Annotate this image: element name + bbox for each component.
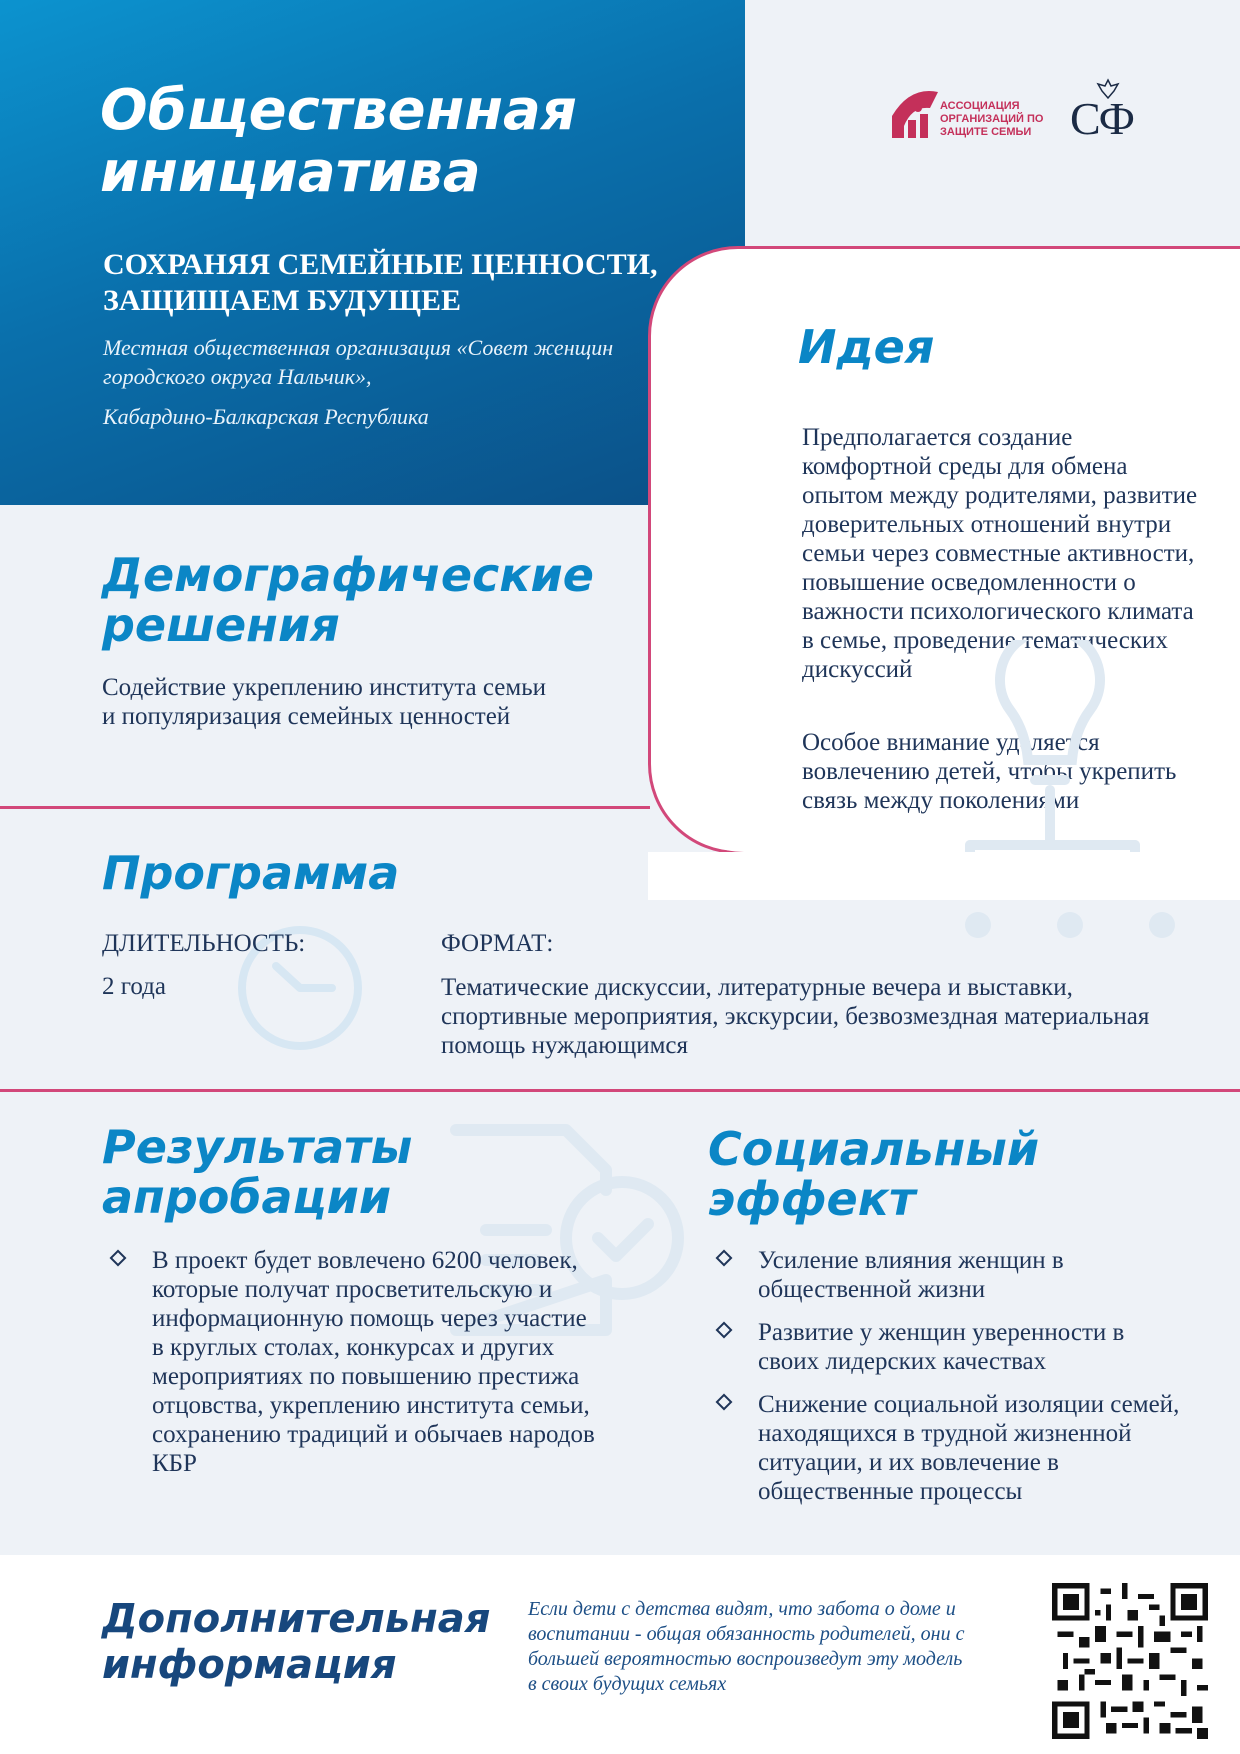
divider-line (0, 806, 650, 809)
region-name: Кабардино-Балкарская Республика (103, 404, 429, 429)
results-list (104, 1246, 604, 1492)
idea-title: Идея (798, 320, 935, 374)
additional-info-title: Дополнительная информация (102, 1596, 491, 1688)
divider-line (0, 1089, 1240, 1092)
list-item (710, 1246, 1190, 1304)
qr-code[interactable] (1052, 1583, 1208, 1739)
list-item (710, 1318, 1190, 1376)
hero-title: Общественная инициатива (100, 78, 577, 205)
social-effect-list (710, 1246, 1190, 1520)
idea-card-extension (648, 852, 1240, 900)
list-item (104, 1246, 604, 1478)
bullet-icon (716, 1394, 733, 1411)
association-logo-text: АССОЦИАЦИЯ ОРГАНИЗАЦИЙ ПО ЗАЩИТЕ СЕМЬИ (940, 100, 1044, 138)
bullet-icon (110, 1250, 127, 1267)
demography-title: Демографические решения (102, 548, 594, 652)
social-effect-title: Социальный эффект (708, 1122, 1040, 1226)
format-label: ФОРМАТ: (441, 930, 554, 957)
list-item-text: Усиление влияния женщин в общественной жизни (758, 1247, 1064, 1303)
results-title: Результаты апробации (102, 1120, 413, 1224)
list-item-text: Развитие у женщин уверенности в своих лидерских качествах (758, 1319, 1125, 1375)
bullet-icon (716, 1250, 733, 1267)
list-item-text: Снижение социальной изоляции семей, находящихся в трудной жизненной ситуации, и их вовлечение в общественные процессы (758, 1391, 1180, 1505)
hero-subtitle: СОХРАНЯЯ СЕМЕЙНЫЕ ЦЕННОСТИ, ЗАЩИЩАЕМ БУДУЩЕЕ (103, 248, 658, 317)
organization-name: Местная общественная организация «Совет женщин городского округа Нальчик», (103, 335, 614, 389)
federation-council-logo-text: СФ (1070, 93, 1134, 144)
list-item (710, 1390, 1190, 1506)
duration-label: ДЛИТЕЛЬНОСТЬ: (102, 930, 306, 957)
footer-quote: Если дети с детства видят, что забота о доме и воспитании - общая обязанность родителей, они с большей вероятностью воспроизведут эту модель в своих будущих семьях (528, 1598, 965, 1695)
eagle-emblem-icon (1096, 78, 1120, 100)
idea-paragraph-1: Предполагается создание комфортной среды для обмена опытом между родителями, развитие доверительных отношений внутри семьи через совместные активности, повышение осведомленности о важности психологического климата в семье, проведение тематических дискуссий (802, 424, 1198, 683)
demography-text: Содействие укреплению института семьи и популяризация семейных ценностей (102, 674, 547, 730)
duration-value: 2 года (102, 973, 166, 1000)
program-title: Программа (102, 846, 400, 900)
format-value: Тематические дискуссии, литературные вечера и выставки, спортивные мероприятия, экскурсии, безвозмездная материальная помощь нуждающимся (441, 974, 1150, 1059)
idea-paragraph-2: Особое внимание уделяется вовлечению детей, чтобы укрепить связь между поколениями (802, 729, 1177, 814)
bullet-icon (716, 1322, 733, 1339)
list-item-text: В проект будет вовлечено 6200 человек, которые получат просветительскую и информационную помощь через участие в круглых столах, конкурсах и других мероприятиях по повышению престижа отцовства, укреплению института семьи, сохранению традиций и обычаев народов КБР (152, 1247, 595, 1477)
